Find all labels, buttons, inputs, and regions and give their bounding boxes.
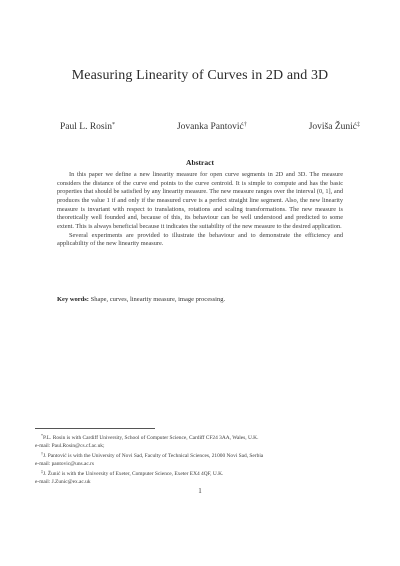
footnote-affiliation: J. Žunić is with the University of Exeter, Computer Science, Exeter EX4 4QF, U.K. <box>43 471 224 478</box>
footnote-divider <box>35 428 155 429</box>
author-list <box>60 122 360 132</box>
paper-title: Measuring Linearity of Curves in 2D and 3D <box>71 68 329 83</box>
footnotes <box>35 432 365 487</box>
abstract-heading: Abstract <box>186 158 214 167</box>
footnote-3-email: e-mail: J.Zunic@ex.ac.uk <box>35 478 91 485</box>
abstract-paragraph: Several experiments are provided to illustrate the behaviour and to demonstrate the efficiency and applicability of the new linearity measure. <box>57 231 343 248</box>
keywords-text: Shape, curves, linearity measure, image processing. <box>90 296 226 303</box>
author-footnote-mark: ‡ <box>357 122 360 128</box>
footnote-mark: † <box>41 451 43 457</box>
page-number: 1 <box>198 487 202 495</box>
author-footnote-mark: † <box>243 122 247 128</box>
keywords-label: Key words: <box>57 296 89 303</box>
abstract-body <box>57 171 343 249</box>
author-name: Jovanka Pantović <box>176 122 244 132</box>
author-2 <box>177 122 247 132</box>
footnote-3 <box>35 468 365 479</box>
footnote-affiliation: J. Pantović is with the University of Novi Sad, Faculty of Technical Sciences, 21000 Novi Sad, Serbia <box>43 453 264 460</box>
abstract-paragraph: In this paper we define a new linearity measure for open curve segments in 2D and 3D. The measure considers the distance of the curve end points to the curve centroid. It is simple to compute and has the basic properties that should be satisfied by any linearity measure. The new measure ranges over the interval (0, 1], and produces the value 1 if and only if the measured curve is a perfect straight line segment. Also, the new linearity measure is invariant with respect to translations, rotations and scaling transformations. The new measure is theoretically well founded and, because of this, its behaviour can be well understood and predicted to some extent. This is always beneficial because it indicates the suitability of the new measure to the desired application. <box>57 171 343 230</box>
footnote-mark: * <box>41 433 43 438</box>
keywords <box>57 296 347 303</box>
author-1 <box>60 122 115 132</box>
footnote-affiliation: P.L. Rosin is with Cardiff University, School of Computer Science, Cardiff CF24 3AA, Wales, U.K. <box>43 435 259 441</box>
footnote-mark: ‡ <box>41 469 43 475</box>
author-name: Joviša Žunić <box>308 122 357 132</box>
footnote-1-email: e-mail: Paul.Rosin@cs.cf.ac.uk; <box>35 442 105 449</box>
footnote-2-email: e-mail: pantovic@uns.ac.rs <box>35 460 95 467</box>
author-name: Paul L. Rosin <box>60 122 112 132</box>
footnote-2 <box>35 450 365 461</box>
author-3 <box>309 122 360 132</box>
footnote-1 <box>35 432 365 443</box>
author-footnote-mark: * <box>112 122 115 128</box>
